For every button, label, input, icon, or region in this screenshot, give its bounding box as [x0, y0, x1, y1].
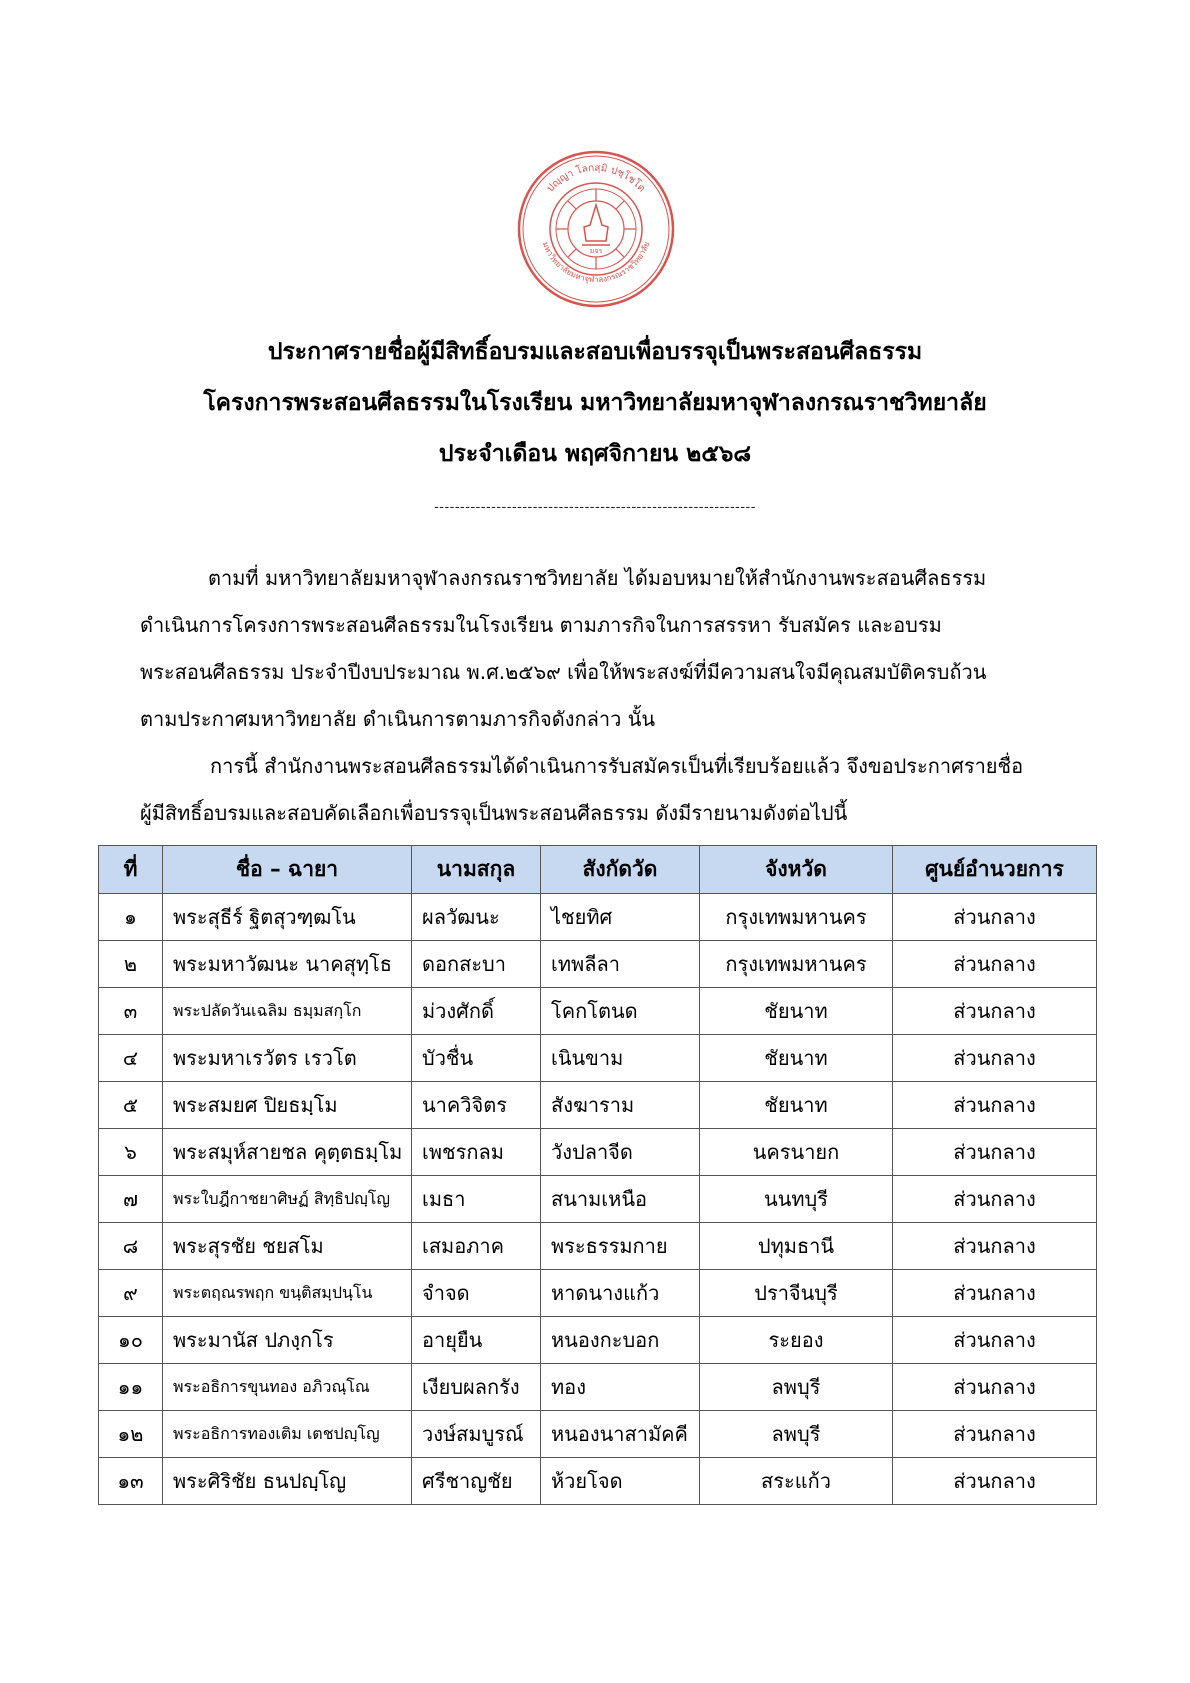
cell-name: พระอธิการทองเติม เตชปญฺโญ	[163, 1411, 412, 1458]
cell-surname: บัวชื่น	[412, 1035, 541, 1082]
cell-center: ส่วนกลาง	[893, 941, 1097, 988]
cell-temple: เนินขาม	[541, 1035, 700, 1082]
cell-center: ส่วนกลาง	[893, 1317, 1097, 1364]
cell-name: พระใบฎีกาชยาศิษฏ์ สิทฺธิปญฺโญ	[163, 1176, 412, 1223]
cell-surname: นาควิจิตร	[412, 1082, 541, 1129]
cell-province: ลพบุรี	[700, 1411, 893, 1458]
cell-surname: ผลวัฒนะ	[412, 894, 541, 941]
cell-name: พระมานัส ปภงฺกโร	[163, 1317, 412, 1364]
col-header-no: ที่	[99, 846, 163, 894]
cell-no: ๒	[99, 941, 163, 988]
col-header-temple: สังกัดวัด	[541, 846, 700, 894]
col-header-province: จังหวัด	[700, 846, 893, 894]
cell-province: ระยอง	[700, 1317, 893, 1364]
paragraph1-line1: ตามที่ มหาวิทยาลัยมหาจุฬาลงกรณราชวิทยาลัย ได้มอบหมายให้สำนักงานพระสอนศีลธรรม	[208, 566, 987, 590]
cell-province: สระแก้ว	[700, 1458, 893, 1505]
cell-name: พระตฤณรพฤก ขนฺติสมฺปนฺโน	[163, 1270, 412, 1317]
table-row	[99, 1270, 1097, 1317]
cell-no: ๓	[99, 988, 163, 1035]
cell-name: พระสมยศ ปิยธมฺโม	[163, 1082, 412, 1129]
cell-temple: ทอง	[541, 1364, 700, 1411]
cell-center: ส่วนกลาง	[893, 1223, 1097, 1270]
cell-surname: ศรีชาญชัย	[412, 1458, 541, 1505]
cell-province: ปทุมธานี	[700, 1223, 893, 1270]
cell-surname: เสมอภาค	[412, 1223, 541, 1270]
document-title-line2: โครงการพระสอนศีลธรรมในโรงเรียน มหาวิทยาลัยมหาจุฬาลงกรณราชวิทยาลัย	[203, 390, 987, 416]
candidate-table	[98, 845, 1097, 1505]
table-row	[99, 941, 1097, 988]
cell-province: กรุงเทพมหานคร	[700, 894, 893, 941]
table-row	[99, 1364, 1097, 1411]
cell-no: ๑๒	[99, 1411, 163, 1458]
cell-temple: เทพลีลา	[541, 941, 700, 988]
col-header-center: ศูนย์อำนวยการ	[893, 846, 1097, 894]
table-row	[99, 1176, 1097, 1223]
cell-no: ๕	[99, 1082, 163, 1129]
cell-surname: เมธา	[412, 1176, 541, 1223]
cell-temple: วังปลาจีด	[541, 1129, 700, 1176]
cell-surname: จำจด	[412, 1270, 541, 1317]
cell-name: พระสุธีร์ ฐิตสุวฑฺฒโน	[163, 894, 412, 941]
cell-name: พระสุรชัย ชยสโม	[163, 1223, 412, 1270]
cell-no: ๙	[99, 1270, 163, 1317]
cell-center: ส่วนกลาง	[893, 1458, 1097, 1505]
paragraph1-line3: พระสอนศีลธรรม ประจำปีงบประมาณ พ.ศ.๒๕๖๙ เพื่อให้พระสงฆ์ที่มีความสนใจมีคุณสมบัติครบถ้วน	[140, 660, 987, 684]
cell-province: นนทบุรี	[700, 1176, 893, 1223]
cell-center: ส่วนกลาง	[893, 1176, 1097, 1223]
cell-temple: หาดนางแก้ว	[541, 1270, 700, 1317]
svg-text:ปญฺญา โลกสฺมิ ปชฺโชโต: ปญฺญา โลกสฺมิ ปชฺโชโต	[544, 162, 648, 195]
cell-province: นครนายก	[700, 1129, 893, 1176]
cell-center: ส่วนกลาง	[893, 1035, 1097, 1082]
cell-temple: พระธรรมกาย	[541, 1223, 700, 1270]
table-row	[99, 1458, 1097, 1505]
cell-surname: เพชรกลม	[412, 1129, 541, 1176]
cell-surname: ดอกสะบา	[412, 941, 541, 988]
cell-province: ชัยนาท	[700, 1035, 893, 1082]
cell-center: ส่วนกลาง	[893, 1270, 1097, 1317]
separator-line: --------------------------------------------------------------	[434, 500, 756, 515]
cell-province: ปราจีนบุรี	[700, 1270, 893, 1317]
cell-center: ส่วนกลาง	[893, 894, 1097, 941]
svg-text:มหาวิทยาลัยมหาจุฬาลงกรณราชวิทย: มหาวิทยาลัยมหาจุฬาลงกรณราชวิทยาลัย	[540, 240, 652, 285]
table-row	[99, 1317, 1097, 1364]
document-title-line3: ประจำเดือน พฤศจิกายน ๒๕๖๘	[438, 441, 752, 467]
cell-center: ส่วนกลาง	[893, 1129, 1097, 1176]
cell-name: พระสมุห์สายชล คุตฺตธมฺโม	[163, 1129, 412, 1176]
cell-temple: โคกโตนด	[541, 988, 700, 1035]
table-row	[99, 1082, 1097, 1129]
table-row	[99, 894, 1097, 941]
table-row	[99, 1035, 1097, 1082]
cell-temple: หนองกะบอก	[541, 1317, 700, 1364]
cell-surname: อายุยืน	[412, 1317, 541, 1364]
cell-province: ชัยนาท	[700, 988, 893, 1035]
table-row	[99, 1223, 1097, 1270]
table-row	[99, 1411, 1097, 1458]
cell-name: พระมหาเรวัตร เรวโต	[163, 1035, 412, 1082]
document-title-line1: ประกาศรายชื่อผู้มีสิทธิ์อบรมและสอบเพื่อบรรจุเป็นพระสอนศีลธรรม	[267, 339, 923, 365]
paragraph1-line2: ดำเนินการโครงการพระสอนศีลธรรมในโรงเรียน ตามภารกิจในการสรรหา รับสมัคร และอบรม	[140, 613, 942, 637]
cell-center: ส่วนกลาง	[893, 988, 1097, 1035]
table-row	[99, 988, 1097, 1035]
cell-no: ๘	[99, 1223, 163, 1270]
col-header-surname: นามสกุล	[412, 846, 541, 894]
cell-temple: หนองนาสามัคคี	[541, 1411, 700, 1458]
paragraph2-line2: ผู้มีสิทธิ์อบรมและสอบคัดเลือกเพื่อบรรจุเป็นพระสอนศีลธรรม ดังมีรายนามดังต่อไปนี้	[140, 801, 848, 825]
table-header-row	[99, 846, 1097, 894]
cell-temple: สนามเหนือ	[541, 1176, 700, 1223]
cell-surname: เงียบผลกรัง	[412, 1364, 541, 1411]
cell-temple: สังฆาราม	[541, 1082, 700, 1129]
paragraph2-line1: การนี้ สำนักงานพระสอนศีลธรรมได้ดำเนินการรับสมัครเป็นที่เรียบร้อยแล้ว จึงขอประกาศรายชื่อ	[210, 754, 1024, 778]
university-seal	[516, 149, 676, 309]
cell-no: ๖	[99, 1129, 163, 1176]
svg-text:มจร: มจร	[589, 247, 603, 255]
cell-name: พระปลัดวันเฉลิม ธมฺมสกฺโก	[163, 988, 412, 1035]
cell-province: ลพบุรี	[700, 1364, 893, 1411]
cell-no: ๑๓	[99, 1458, 163, 1505]
cell-no: ๑๐	[99, 1317, 163, 1364]
cell-name: พระอธิการขุนทอง อภิวณฺโณ	[163, 1364, 412, 1411]
cell-province: ชัยนาท	[700, 1082, 893, 1129]
cell-no: ๗	[99, 1176, 163, 1223]
cell-temple: ห้วยโจด	[541, 1458, 700, 1505]
cell-temple: ไชยทิศ	[541, 894, 700, 941]
table-row	[99, 1129, 1097, 1176]
cell-no: ๑	[99, 894, 163, 941]
cell-center: ส่วนกลาง	[893, 1082, 1097, 1129]
cell-surname: วงษ์สมบูรณ์	[412, 1411, 541, 1458]
col-header-name: ชื่อ – ฉายา	[163, 846, 412, 894]
cell-center: ส่วนกลาง	[893, 1364, 1097, 1411]
cell-surname: ม่วงศักดิ์	[412, 988, 541, 1035]
cell-province: กรุงเทพมหานคร	[700, 941, 893, 988]
cell-center: ส่วนกลาง	[893, 1411, 1097, 1458]
cell-name: พระมหาวัฒนะ นาคสุทฺโธ	[163, 941, 412, 988]
cell-no: ๑๑	[99, 1364, 163, 1411]
cell-name: พระศิริชัย ธนปญฺโญ	[163, 1458, 412, 1505]
paragraph1-line4: ตามประกาศมหาวิทยาลัย ดำเนินการตามภารกิจดังกล่าว นั้น	[140, 707, 656, 731]
cell-no: ๔	[99, 1035, 163, 1082]
